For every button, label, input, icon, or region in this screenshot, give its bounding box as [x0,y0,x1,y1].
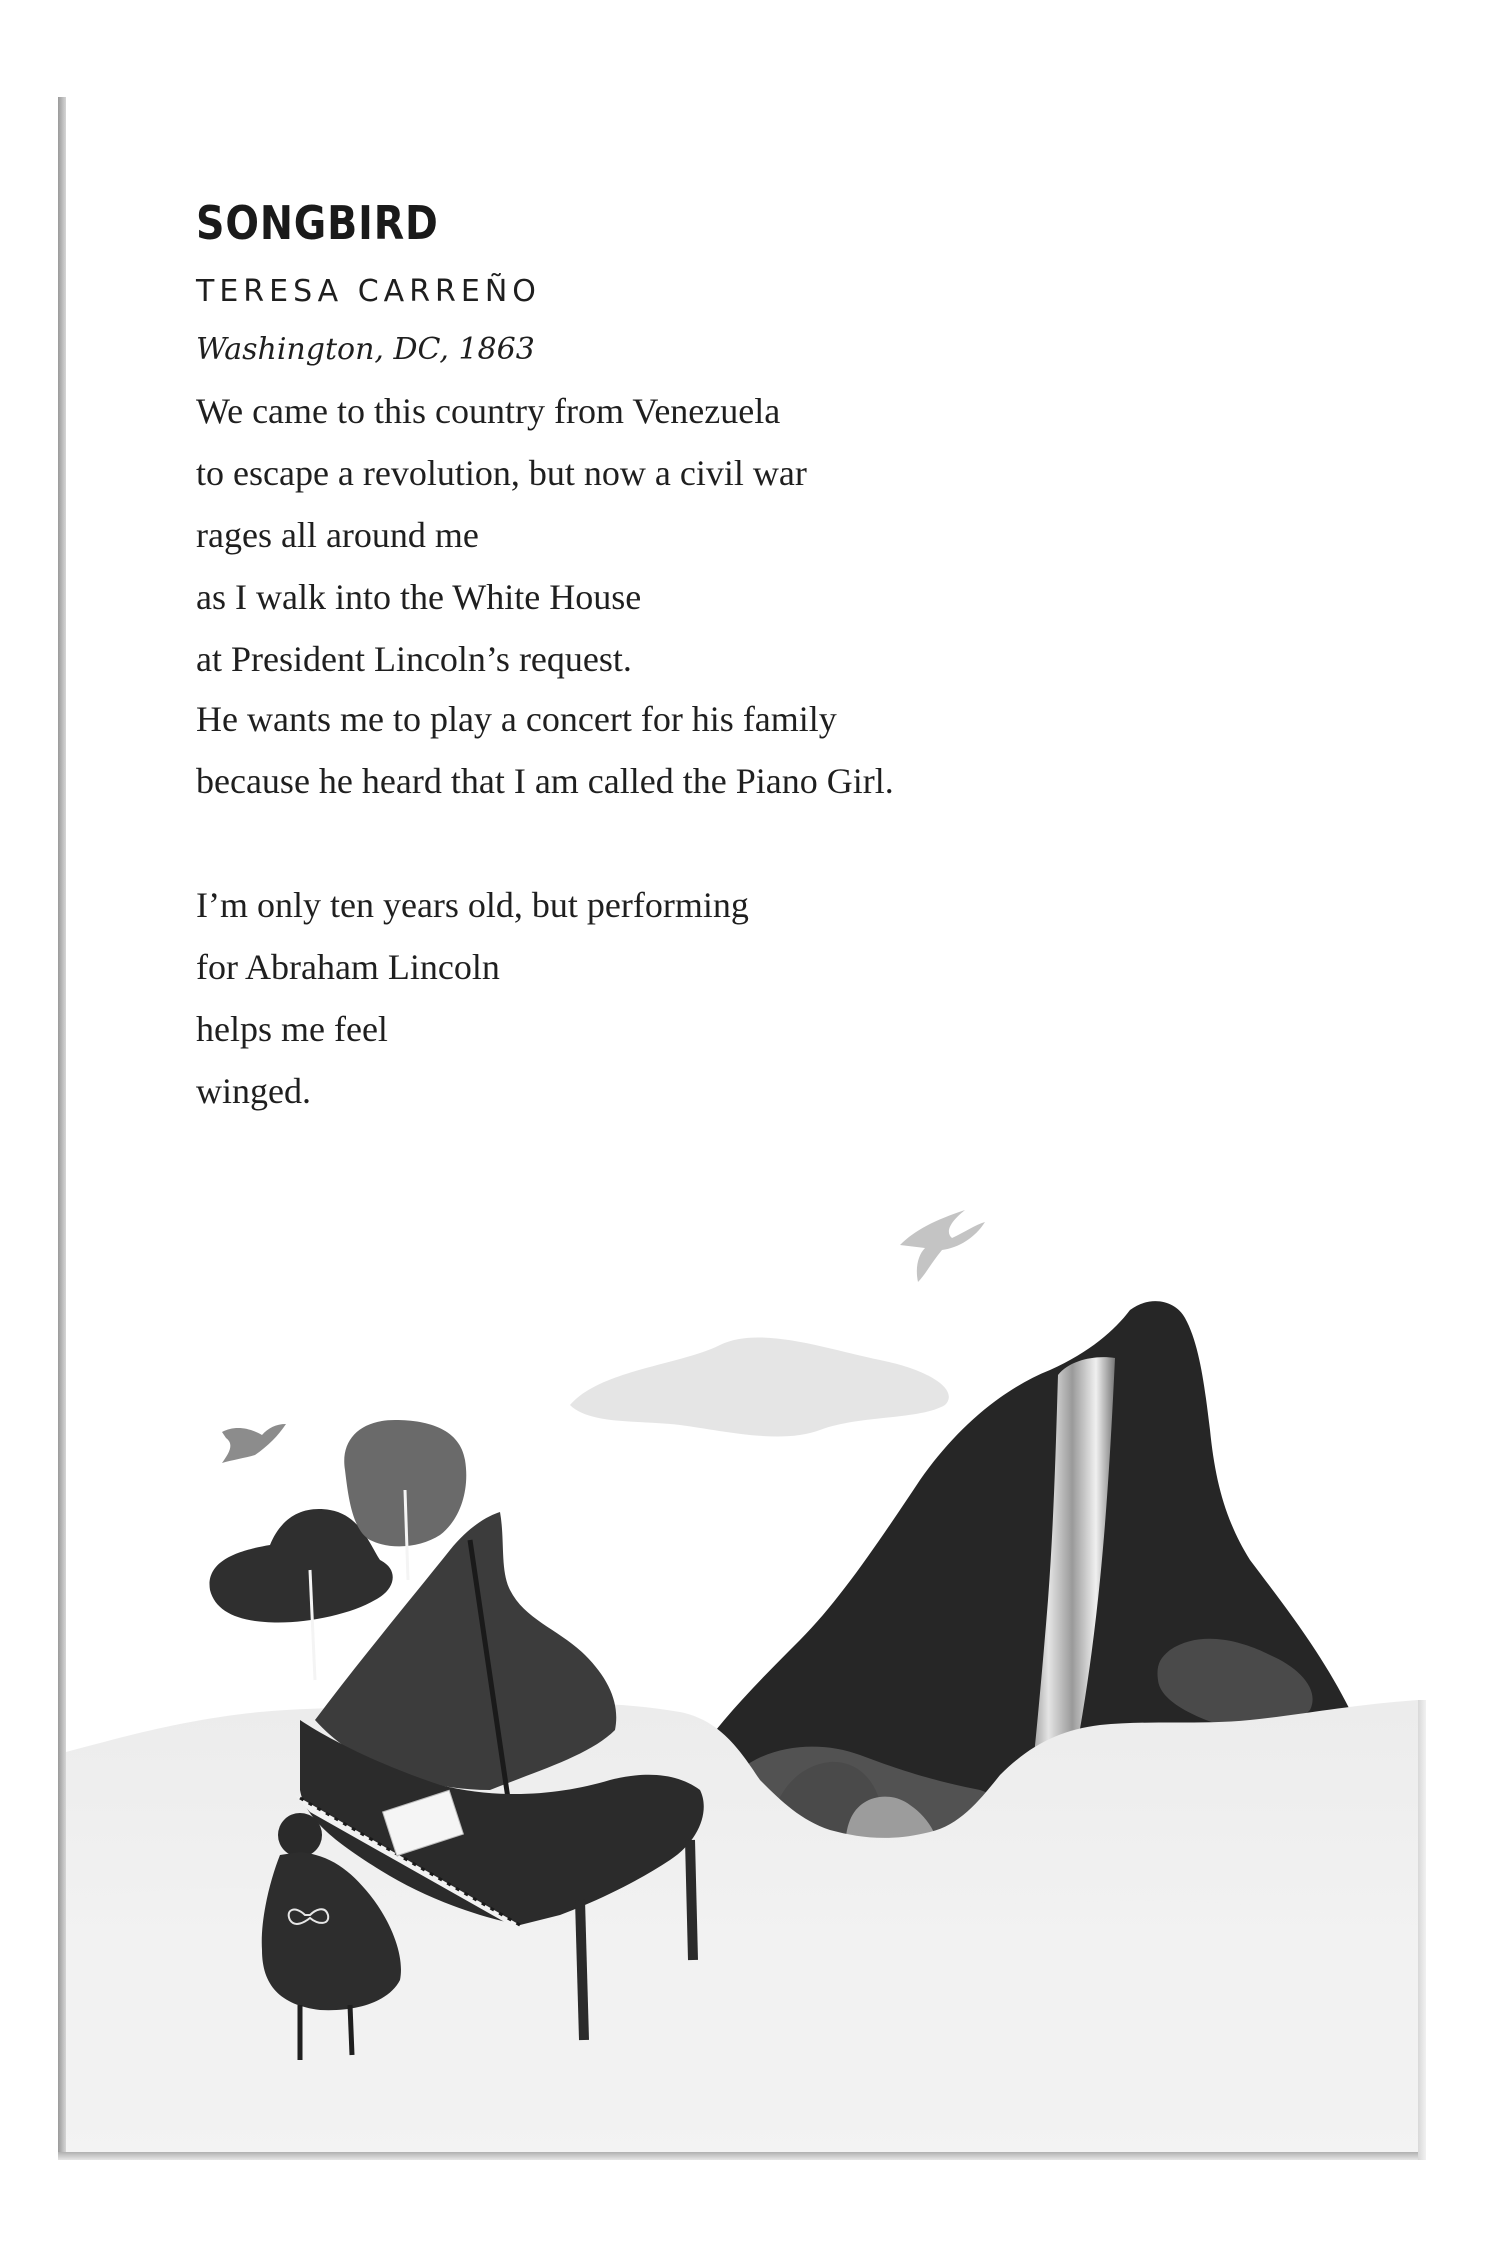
poem-line: because he heard that I am called the Piano Girl. [196,761,894,801]
poem-title: SONGBIRD [196,196,439,250]
poem-line: rages all around me [196,515,479,555]
poem-place-date: Washington, DC, 1863 [196,332,535,367]
page-shadow-left [58,97,66,2160]
poem-line: at President Lincoln’s request. [196,639,632,679]
stanza-1 [196,380,807,690]
page-shadow-right [1418,1700,1426,2160]
stanza-2 [196,688,894,812]
poem-line: I’m only ten years old, but performing [196,885,749,925]
poem-line: winged. [196,1071,311,1111]
poem-line: as I walk into the White House [196,577,642,617]
poem-line: helps me feel [196,1009,388,1049]
poem-line: for Abraham Lincoln [196,947,500,987]
poem-line: We came to this country from Venezuela [196,391,781,431]
page-shadow-bottom [58,2152,1426,2160]
poem-line: He wants me to play a concert for his family [196,699,837,739]
poem-line: to escape a revolution, but now a civil war [196,453,807,493]
stanza-3 [196,874,749,1122]
poem-author: TERESA CARREÑO [196,274,541,309]
